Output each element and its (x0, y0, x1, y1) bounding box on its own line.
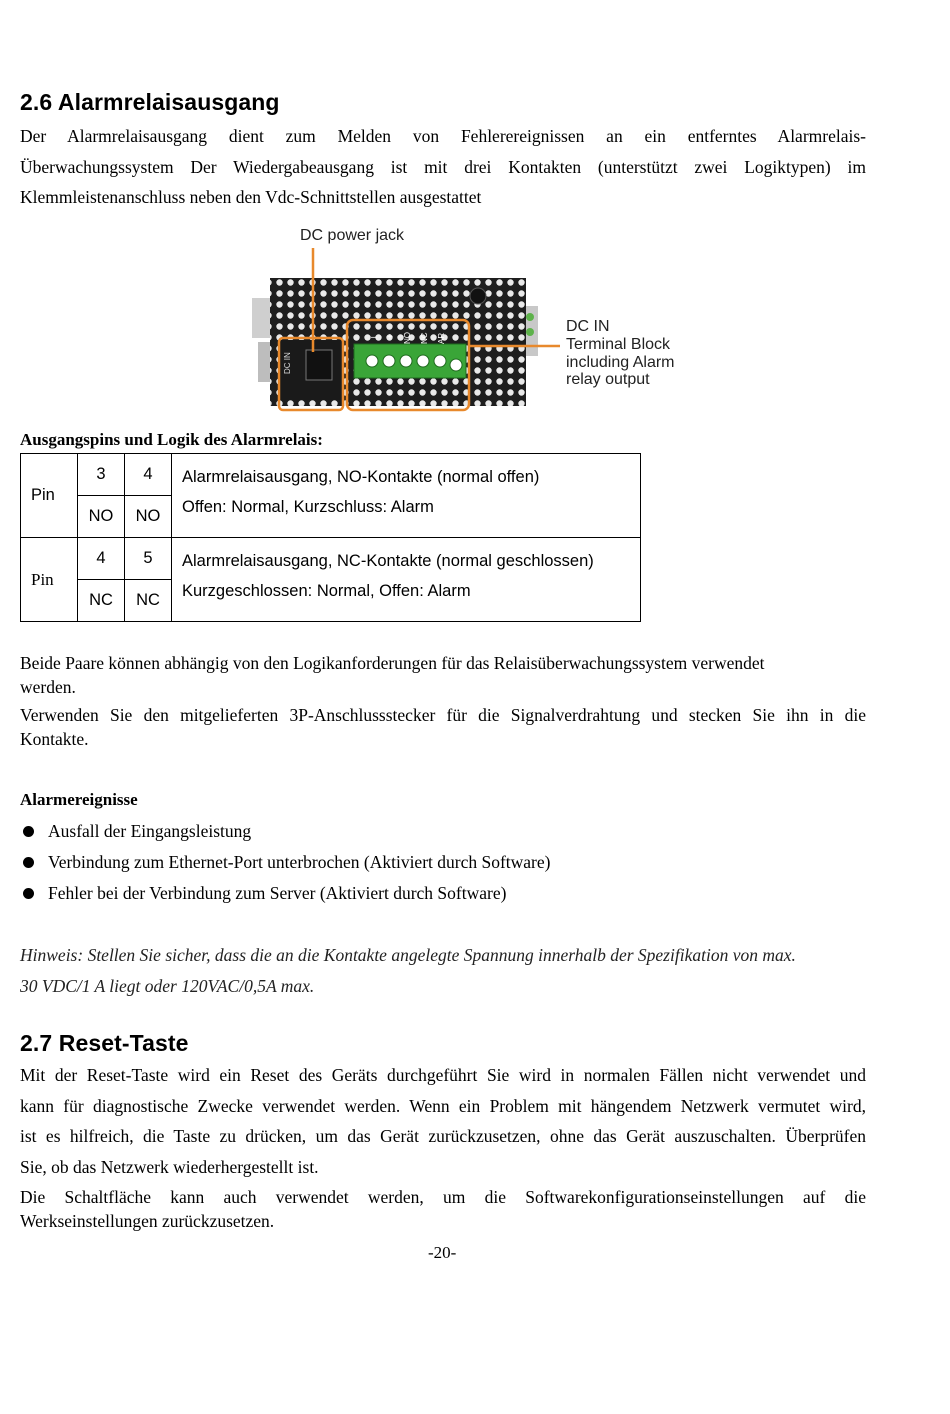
reset-paragraph-1 (20, 1060, 866, 1182)
text-line: Sie, ob das Netzwerk wiederhergestellt ist. (20, 1156, 319, 1177)
pin-description-line: Alarmrelaisausgang, NC-Kontakte (normal geschlossen) (182, 552, 594, 570)
pin-logic-cell: NO (125, 496, 172, 538)
pin-logic-cell: NC (125, 580, 172, 622)
pin-description-line: Offen: Normal, Kurzschluss: Alarm (182, 498, 434, 516)
device-dcin-text: DC IN (283, 352, 292, 374)
pairs-paragraph (20, 651, 866, 699)
terminal-mark: NC (420, 332, 429, 344)
power-jack (306, 350, 332, 380)
pin-number-cell: 3 (78, 454, 125, 496)
pin-label-cell: Pin (21, 454, 78, 538)
terminal-mark: + (387, 332, 393, 343)
figure-label-terminal: including Alarm (566, 354, 675, 371)
text-line: Werkseinstellungen zurückzusetzen. (20, 1211, 275, 1231)
pin-logic-cell: NC (78, 580, 125, 622)
pin-description-cell (172, 538, 641, 622)
led-icon (526, 328, 534, 336)
figure-label-terminal: Terminal Block (566, 336, 671, 353)
text-line: ist es hilfreich, die Taste zu drücken, um das Gerät zurückzusetzen, ohne das Gerät auszuschalten. Überprüfen (20, 1126, 866, 1146)
pin-logic-cell: NO (78, 496, 125, 538)
device-figure (230, 222, 680, 418)
led-icon (526, 313, 534, 321)
list-item-text: Verbindung zum Ethernet-Port unterbrochen (Aktiviert durch Software) (48, 852, 551, 872)
list-item (20, 816, 550, 847)
device-side-bracket (258, 342, 272, 382)
terminal-mark: AR (437, 332, 446, 344)
figure-label-power-jack: DC power jack (300, 227, 405, 244)
pin-label-cell: Pin (21, 538, 78, 622)
text-line: Überwachungssystem Der Wiedergabeausgang ist mit drei Kontakten (unterstützt zwei Logiktypen) im (20, 156, 866, 177)
pin-number-cell: 5 (125, 538, 172, 580)
intro-paragraph (20, 121, 866, 213)
figure-label-dc-in: DC IN (566, 318, 610, 335)
device-side-bracket (252, 298, 270, 338)
text-line: werden. (20, 677, 76, 697)
pins-table (20, 453, 641, 622)
text-line: Beide Paare können abhängig von den Logikanforderungen für das Relaisüberwachungssystem verwendet (20, 653, 765, 673)
screw-icon (470, 288, 486, 304)
figure-label-terminal: relay output (566, 371, 650, 388)
reset-paragraph-2 (20, 1185, 866, 1233)
terminal-mark: – (371, 332, 377, 343)
text-line: Verwenden Sie den mitgelieferten 3P-Anschlussstecker für die Signalverdrahtung und stecken Sie ihn in die (20, 705, 866, 725)
alarm-events-heading: Alarmereignisse (20, 790, 138, 809)
section-heading-2-6: 2.6 Alarmrelaisausgang (20, 89, 280, 115)
list-item (20, 847, 550, 878)
text-line: Klemmleistenanschluss neben den Vdc-Schnittstellen ausgestattet (20, 187, 482, 207)
text-line: 30 VDC/1 A liegt oder 120VAC/0,5A max. (20, 975, 315, 996)
text-line: kann für diagnostische Zwecke verwendet werden. Wenn ein Problem mit hängendem Netzwerk vermutet wird, (20, 1095, 866, 1116)
device-illustration (230, 222, 680, 418)
list-item-text: Ausfall der Eingangsleistung (48, 821, 252, 841)
list-item-text: Fehler bei der Verbindung zum Server (Aktiviert durch Software) (48, 883, 507, 903)
table-row (21, 538, 641, 580)
pin-number-cell: 4 (125, 454, 172, 496)
table-row (21, 454, 641, 496)
text-line: Die Schaltfläche kann auch verwendet werden, um die Softwarekonfigurationseinstellungen auf die (20, 1187, 866, 1207)
terminal-mark: NO (403, 332, 412, 344)
pin-number-cell: 4 (78, 538, 125, 580)
alarm-events-list (20, 816, 550, 909)
text-line: Der Alarmrelaisausgang dient zum Melden von Fehlerereignissen an ein entferntes Alarmrelais- (20, 126, 866, 146)
connector-paragraph (20, 703, 866, 751)
section-heading-2-7: 2.7 Reset-Taste (20, 1030, 189, 1056)
list-item (20, 878, 550, 909)
pin-description-line: Alarmrelaisausgang, NO-Kontakte (normal offen) (182, 468, 540, 486)
pin-description-cell (172, 454, 641, 538)
text-line: Kontakte. (20, 729, 89, 749)
bullet-icon (23, 826, 34, 837)
text-line: Mit der Reset-Taste wird ein Reset des Geräts durchgeführt Sie wird in normalen Fällen nicht verwendet und (20, 1065, 866, 1085)
bullet-icon (23, 857, 34, 868)
page-number: -20- (428, 1243, 457, 1262)
note-paragraph (20, 940, 866, 1001)
pins-heading: Ausgangspins und Logik des Alarmrelais: (20, 430, 323, 449)
text-line: Hinweis: Stellen Sie sicher, dass die an die Kontakte angelegte Spannung innerhalb der Spezifikation von max. (20, 945, 796, 965)
pin-description-line: Kurzgeschlossen: Normal, Offen: Alarm (182, 582, 471, 600)
bullet-icon (23, 888, 34, 899)
